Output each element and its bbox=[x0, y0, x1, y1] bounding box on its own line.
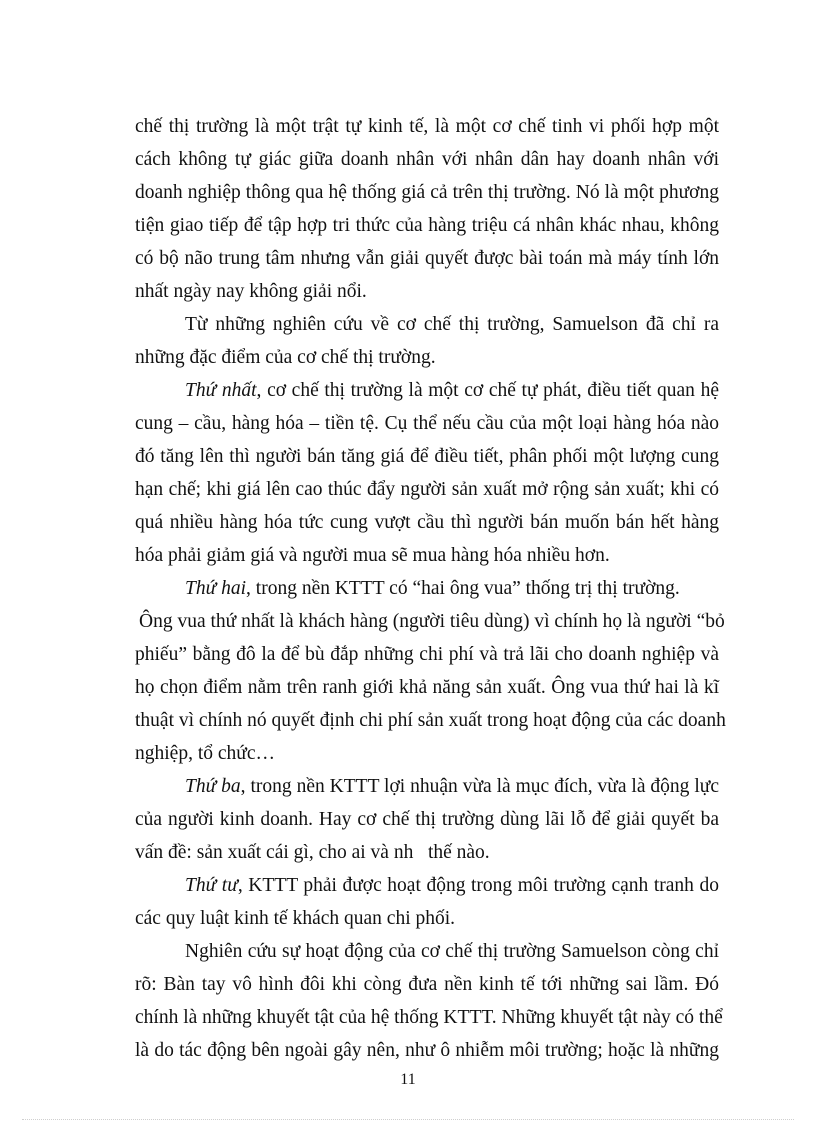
text-line: của người kinh doanh. Hay cơ chế thị trường dùng lãi lỗ để giải quyết ba bbox=[135, 809, 719, 830]
italic-heading: Thứ nhất bbox=[185, 380, 257, 401]
text-line: hóa phải giảm giá và người mua sẽ mua hàng hóa nhiều hơn. bbox=[135, 545, 610, 566]
text-line: chế thị trường là một trật tự kinh tế, là một cơ chế tinh vi phối hợp một bbox=[135, 116, 719, 137]
paragraph-first-line: Thứ hai, trong nền KTTT có “hai ông vua” thống trị thị trường. bbox=[185, 578, 680, 599]
text-line: quá nhiều hàng hóa tức cung vượt cầu thì người bán muốn bán hết hàng bbox=[135, 512, 719, 533]
page-number: 11 bbox=[400, 1071, 416, 1088]
text-line: rõ: Bàn tay vô hình đôi khi còng đưa nền kinh tế tới những sai lầm. Đó bbox=[135, 974, 719, 995]
paragraph-first-line: Thứ nhất, cơ chế thị trường là một cơ chế tự phát, điều tiết quan hệ bbox=[185, 380, 719, 401]
footer-divider bbox=[22, 1119, 794, 1120]
text-line: là do tác động bên ngoài gây nên, như ô nhiễm môi trường; hoặc là những bbox=[135, 1040, 719, 1061]
text-line: doanh nghiệp thông qua hệ thống giá cả trên thị trường. Nó là một phương bbox=[135, 182, 719, 203]
text-line: những đặc điểm của cơ chế thị trường. bbox=[135, 347, 436, 368]
italic-heading: Thứ tư bbox=[185, 875, 238, 896]
paragraph-first-line: Thứ tư, KTTT phải được hoạt động trong môi trường cạnh tranh do bbox=[185, 875, 719, 896]
text-line: đó tăng lên thì người bán tăng giá để điều tiết, phân phối một lượng cung bbox=[135, 446, 719, 467]
text-line: hạn chế; khi giá lên cao thúc đẩy người sản xuất mở rộng sản xuất; khi có bbox=[135, 479, 719, 500]
text-line: cách không tự giác giữa doanh nhân với nhân dân hay doanh nhân với bbox=[135, 149, 719, 170]
text-line: nghiệp, tổ chức… bbox=[135, 743, 275, 764]
text-line: nhất ngày nay không giải nổi. bbox=[135, 281, 367, 302]
paragraph-first-line: Từ những nghiên cứu về cơ chế thị trường, Samuelson đã chỉ ra bbox=[185, 314, 719, 335]
italic-heading: Thứ ba bbox=[185, 776, 241, 797]
italic-heading: Thứ hai bbox=[185, 578, 247, 599]
paragraph-first-line: Thứ ba, trong nền KTTT lợi nhuận vừa là mục đích, vừa là động lực bbox=[185, 776, 719, 797]
text-line: tiện giao tiếp để tập hợp tri thức của hàng triệu cá nhân khác nhau, không bbox=[135, 215, 719, 236]
text-line: vấn đề: sản xuất cái gì, cho ai và nh thế nào. bbox=[135, 842, 490, 863]
text-line: các quy luật kinh tế khách quan chi phối. bbox=[135, 908, 456, 929]
text-line: thuật vì chính nó quyết định chi phí sản xuất trong hoạt động của các doanh bbox=[135, 710, 726, 731]
text-line: họ chọn điểm nằm trên ranh giới khả năng sản xuất. Ông vua thứ hai là kĩ bbox=[135, 677, 719, 698]
text-line: có bộ não trung tâm nhưng vẫn giải quyết được bài toán mà máy tính lớn bbox=[135, 248, 719, 269]
text-line: Ông vua thứ nhất là khách hàng (người tiêu dùng) vì chính họ là người “bỏ bbox=[139, 611, 725, 632]
text-line: cung – cầu, hàng hóa – tiền tệ. Cụ thể nếu cầu của một loại hàng hóa nào bbox=[135, 413, 719, 434]
text-line: chính là những khuyết tật của hệ thống KTTT. Những khuyết tật này có thể bbox=[135, 1007, 723, 1028]
text-line: phiếu” bằng đô la để bù đắp những chi phí và trả lãi cho doanh nghiệp và bbox=[135, 644, 719, 665]
paragraph-first-line: Nghiên cứu sự hoạt động của cơ chế thị trường Samuelson còng chỉ bbox=[185, 941, 719, 962]
